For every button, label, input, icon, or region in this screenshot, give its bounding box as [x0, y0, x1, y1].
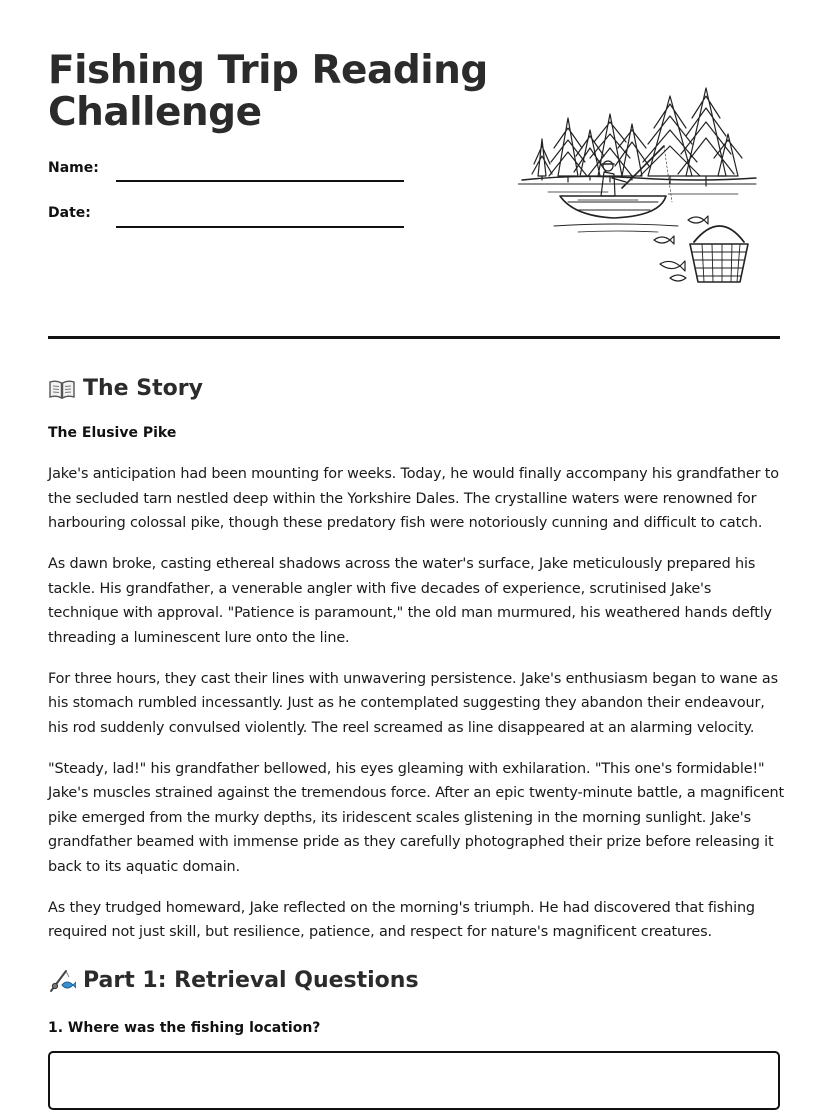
fish-icon	[654, 236, 674, 244]
story-paragraph: As dawn broke, casting ethereal shadows across the water's surface, Jake meticulously prepared his tackle. His grandfather, a venerable angler with five decades of experience, scrutinised Jake's technique with approval. "Patience is paramount," the old man murmured, his weathered hands deftly threading a luminescent lure onto the line.	[48, 556, 772, 646]
story-paragraph: Jake's anticipation had been mounting for weeks. Today, he would finally accompany his grandfather to the secluded tarn nestled deep within the Yorkshire Dales. The crystalline waters were renowned for harbouring colossal pike, though these predatory fish were notoriously cunning and difficult to catch.	[48, 466, 779, 531]
page-title: Fishing Trip Reading Challenge	[48, 48, 488, 135]
rowboat-icon	[560, 196, 666, 218]
story-title: The Elusive Pike	[48, 425, 177, 441]
pine-tree-icon	[640, 96, 700, 184]
date-label: Date:	[48, 205, 91, 221]
fish-icon	[660, 261, 685, 271]
story-body	[48, 462, 784, 961]
fishing-basket-icon	[690, 226, 748, 282]
story-paragraph: For three hours, they cast their lines with unwavering persistence. Jake's enthusiasm began to wane as his stomach rumbled incessantly. Just as he contemplated suggesting they abandon their endeavour, his rod suddenly convulsed violently. The reel screamed as line disappeared at an alarming velocity.	[48, 670, 778, 736]
fishing-scene-illustration	[518, 84, 764, 290]
name-label: Name:	[48, 160, 99, 176]
question-1-label: 1. Where was the fishing location?	[48, 1020, 321, 1036]
fish-icon	[670, 275, 686, 281]
angler-figure	[601, 161, 626, 196]
story-heading-text: The Story	[83, 376, 203, 401]
story-paragraph: As they trudged homeward, Jake reflected on the morning's triumph. He had discovered that fishing required not just skill, but resilience, patience, and respect for nature's magnificent creatures.	[48, 899, 755, 940]
open-book-icon	[48, 377, 76, 401]
pine-tree-icon	[532, 139, 552, 180]
pine-tree-icon	[588, 114, 632, 182]
header-divider	[48, 336, 780, 339]
fishing-rod-icon	[622, 146, 672, 202]
story-paragraph: "Steady, lad!" his grandfather bellowed, his eyes gleaming with exhilaration. "This one's formidable!" Jake's muscles strained against the tremendous force. After an epic twenty-minute battle, a magnificent pike emerged from the murky depths, its iridescent scales glistening in the morning sunlight. Jake's grandfather beamed with immense pride as they carefully photographed their prize before releasing it back to its aquatic domain.	[48, 760, 784, 875]
name-field-line[interactable]	[116, 180, 404, 182]
fishing-pole-icon	[48, 969, 76, 993]
date-field-line[interactable]	[116, 226, 404, 228]
part1-heading-text: Part 1: Retrieval Questions	[83, 968, 419, 993]
question-1-answer-box[interactable]	[48, 1051, 780, 1110]
part1-heading	[48, 967, 419, 995]
story-heading	[48, 375, 203, 403]
fish-icon	[688, 216, 708, 224]
